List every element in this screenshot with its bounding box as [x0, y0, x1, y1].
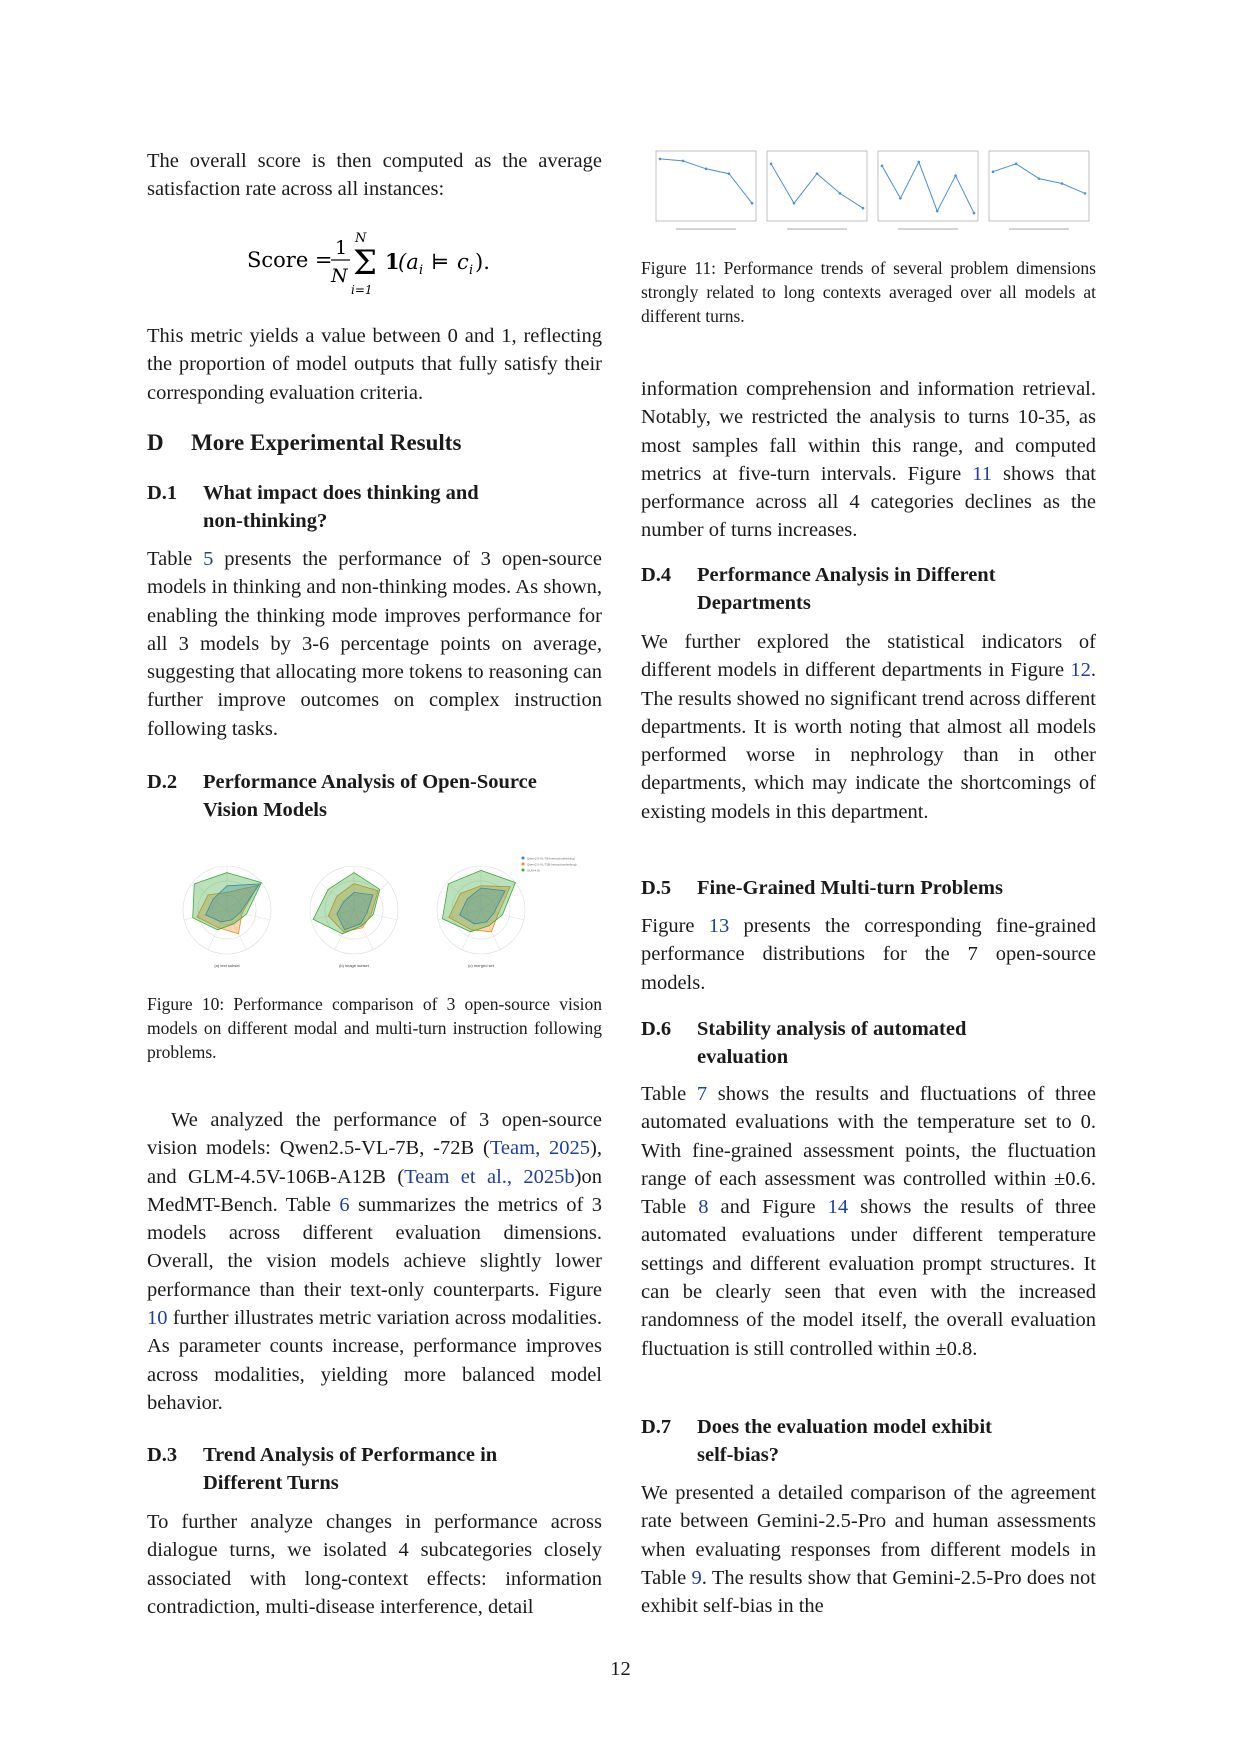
- data-point: [793, 202, 796, 205]
- data-point: [1084, 192, 1087, 195]
- table-7-link[interactable]: 7: [696, 1083, 708, 1105]
- d2-paragraph: We analyzed the performance of 3 open-source vision models: Qwen2.5-VL-7B, -72B (Team, 2025), and GLM-4.5V-106B-A12B (Team et al., 2025b)on MedMT-Bench. Table 6 summarizes the metrics of 3 models across different evaluation dimensions. Overall, the vision models achieve slightly lower performance than their text-only counterparts. Figure 10 further illustrates metric variation across modalities. As parameter counts increase, performance improves across modalities, yielding more balanced model behavior.: [147, 1109, 602, 1414]
- data-point: [973, 212, 976, 215]
- data-point: [1015, 163, 1018, 166]
- svg-text:1: 1: [385, 249, 400, 274]
- legend-marker: [522, 857, 525, 860]
- d7-paragraph: We presented a detailed comparison of the agreement rate between Gemini-2.5-Pro and human assessments when evaluating responses from different models in Table 9. The results show that Gemini-2.5-Pro does not exhibit self-bias in the: [641, 1482, 1096, 1618]
- legend-entry: GLM-4.5v: [527, 868, 541, 873]
- d4-heading: D.4 Performance Analysis in Different Departments: [641, 564, 996, 614]
- data-point: [954, 174, 957, 177]
- line-chart-4: [989, 151, 1089, 229]
- d3-heading: D.3 Trend Analysis of Performance in Different Turns: [147, 1444, 498, 1494]
- table-6-link[interactable]: 6: [339, 1193, 350, 1216]
- d7-heading: D.7 Does the evaluation model exhibit self-bias?: [641, 1416, 992, 1466]
- table-8-link[interactable]: 8: [698, 1196, 709, 1219]
- metric-paragraph: This metric yields a value between 0 and 1, reflecting the proportion of model outputs that fully satisfy their corresponding evaluation criteria.: [147, 325, 602, 404]
- svg-text:Σ: Σ: [353, 243, 378, 283]
- radar-chart-1: [183, 866, 271, 968]
- data-point: [659, 158, 662, 161]
- page-number: 12: [610, 1658, 631, 1680]
- data-point: [770, 163, 773, 166]
- d5-heading: D.5 Fine-Grained Multi-turn Problems: [641, 877, 1003, 899]
- svg-text:(a: (a: [398, 250, 419, 274]
- data-point: [751, 202, 754, 205]
- figure-10-caption: Figure 10: Performance comparison of 3 open-source vision models on different modal and multi-turn instruction following problems.: [147, 994, 602, 1062]
- data-point: [918, 161, 921, 164]
- radar-series-3: [313, 873, 380, 934]
- d5-paragraph: Figure 13 presents the corresponding fine-grained performance distributions for the 7 open-source models.: [641, 915, 1096, 994]
- figure-10-radar-charts: [147, 850, 602, 980]
- svg-text:1: 1: [335, 237, 348, 259]
- figure-13-link[interactable]: 13: [708, 915, 730, 937]
- svg-text:Score =: Score =: [247, 248, 333, 272]
- legend-entry: Qwen2.5-VL-7B-Instruct(nothinking): [527, 856, 575, 861]
- d3-continued-paragraph: information comprehension and information retrieval. Notably, we restricted the analysis to turns 10-35, as most samples fall within this range, and computed metrics at five-turn intervals. Figure 11 shows that performance across all 4 categories declines as the number of turns increases.: [641, 378, 1096, 542]
- radar-subplot-label: (c) merged set: [468, 963, 494, 968]
- radar-chart-3: [437, 866, 525, 968]
- figure-10-link[interactable]: 10: [147, 1307, 168, 1330]
- data-point: [682, 160, 685, 163]
- series-line: [660, 159, 752, 203]
- citation-team-et-al-2025b[interactable]: Team et al., 2025b: [404, 1165, 575, 1188]
- data-point: [1061, 182, 1064, 185]
- legend-marker: [522, 869, 525, 872]
- plot-frame: [656, 151, 756, 221]
- d6-paragraph: Table 7 shows the results and fluctuations of three automated evaluations with the temperature set to 0. With fine-grained assessment points, the fluctuation range of each assessment was controlled within ±0.6. Table 8 and Figure 14 shows the results of three automated evaluations under different temperature settings and different evaluation prompt structures. It can be clearly seen that even with the increased randomness of the model itself, the overall evaluation fluctuation is still controlled within ±0.8.: [641, 1083, 1097, 1360]
- svg-text:N: N: [355, 231, 367, 246]
- svg-text:i: i: [469, 263, 474, 278]
- figure-10: [147, 850, 602, 980]
- data-point: [1038, 177, 1041, 180]
- citation-team-2025[interactable]: Team, 2025: [489, 1137, 591, 1160]
- legend-entry: Qwen2.5-VL-72B-Instruct(nothinking): [527, 862, 577, 867]
- legend-marker: [522, 863, 525, 866]
- data-point: [936, 210, 939, 213]
- svg-text:i: i: [419, 263, 424, 278]
- intro-paragraph: The overall score is then computed as the average satisfaction rate across all instances:: [147, 150, 602, 201]
- data-point: [839, 192, 842, 195]
- svg-text:⊨: ⊨: [431, 250, 450, 274]
- plot-frame: [767, 151, 867, 221]
- svg-text:N: N: [331, 265, 348, 287]
- figure-11-link[interactable]: 11: [972, 462, 992, 485]
- data-point: [862, 207, 865, 210]
- svg-text:c: c: [457, 250, 469, 274]
- figure-12-link[interactable]: 12: [1070, 659, 1091, 682]
- radar-series-3: [193, 873, 262, 930]
- data-point: [816, 172, 819, 175]
- figure-11-caption: Figure 11: Performance trends of several problem dimensions strongly related to long contexts averaged over all models at different turns.: [641, 258, 1096, 326]
- table-9-link[interactable]: 9: [691, 1566, 702, 1589]
- d1-heading: D.1 What impact does thinking and non-thinking?: [147, 482, 479, 532]
- figure-11: [651, 148, 1096, 236]
- data-point: [705, 167, 708, 170]
- radar-subplot-label: (a) text subset: [214, 963, 240, 968]
- radar-subplot-label: (b) image subset: [339, 963, 369, 968]
- series-line: [771, 164, 863, 208]
- table-5-link[interactable]: 5: [203, 548, 214, 570]
- svg-text:i=1: i=1: [351, 283, 373, 297]
- d3-paragraph: To further analyze changes in performance across dialogue turns, we isolated 4 subcategories closely associated with long-context effects: information contradiction, multi-disease interference, detail: [147, 1511, 602, 1618]
- d1-paragraph: Table 5 presents the performance of 3 open-source models in thinking and non-thinking modes. As shown, enabling the thinking mode improves performance for all 3 models by 3-6 percentage points on average, suggesting that allocating more tokens to reasoning can further improve outcomes on complex instruction following tasks.: [147, 548, 603, 740]
- line-chart-1: [656, 151, 756, 229]
- d6-heading: D.6 Stability analysis of automated evaluation: [641, 1018, 967, 1068]
- data-point: [728, 172, 731, 175]
- d2-heading: D.2 Performance Analysis of Open-Source Vision Models: [147, 771, 537, 821]
- data-point: [992, 170, 995, 173]
- radar-series-3: [442, 870, 515, 931]
- series-line: [882, 162, 974, 213]
- data-point: [899, 197, 902, 200]
- d4-paragraph: We further explored the statistical indicators of different models in different departments in Figure 12. The results showed no significant trend across different departments. It is worth noting that almost all models performed worse in nephrology than in other departments, which may indicate the shortcomings of existing models in this department.: [641, 631, 1096, 823]
- svg-text:).: ).: [475, 250, 490, 274]
- figure-14-link[interactable]: 14: [827, 1196, 849, 1219]
- radar-chart-2: [310, 866, 398, 968]
- section-d-heading: D More Experimental Results: [147, 430, 462, 455]
- score-equation: [247, 228, 527, 304]
- figure-11-line-charts: [651, 148, 1096, 236]
- line-chart-3: [878, 151, 978, 229]
- plot-frame: [989, 151, 1089, 221]
- data-point: [881, 165, 884, 168]
- line-chart-2: [767, 151, 867, 229]
